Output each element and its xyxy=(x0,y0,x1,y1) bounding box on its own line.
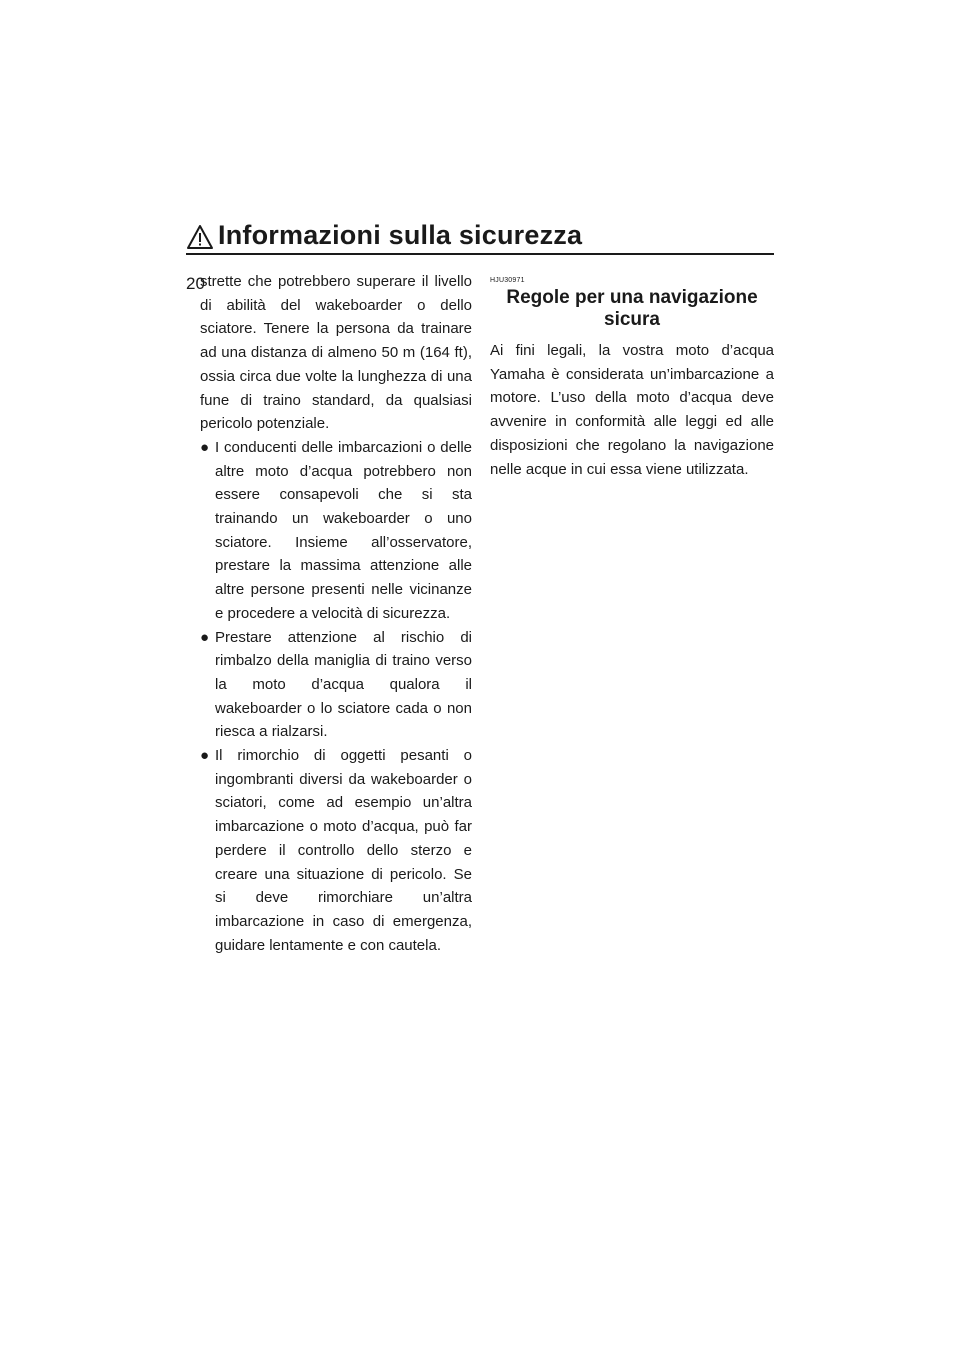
bullet-text: Il rimorchio di oggetti pesanti o ingombranti diversi da wakeboarder o sciatori, come ad esempio un’altra imbarcazione o moto d’acqua, può far perdere il controllo dello sterzo e creare una situazione di pericolo. Se si deve rimorchiare un’altra imbarcazione in caso di emergenza, guidare lentamente e con cautela. xyxy=(215,747,472,954)
bullet-icon: ● xyxy=(200,747,210,765)
section-heading-line: sicura xyxy=(604,309,660,330)
bullet-list xyxy=(200,436,472,957)
header-rule xyxy=(186,253,774,255)
page-number: 20 xyxy=(186,274,205,293)
bullet-text: I conducenti delle imbarcazioni o delle altre moto d’acqua potrebbero non essere consapevoli che si sta trainando un wakeboarder o uno sciatore. Insieme all’osservatore, prestare la massima attenzione alle altre persone presenti nelle vicinanze e procedere a velocità di sicurezza. xyxy=(215,438,472,622)
bullet-text: Prestare attenzione al rischio di rimbalzo della maniglia di traino verso la moto d’acqua qualora il wakeboarder o lo sciatore cada o non riesca a rialzarsi. xyxy=(215,628,472,741)
page-title: Informazioni sulla sicurezza xyxy=(218,220,583,250)
right-column xyxy=(490,270,774,481)
section-code: HJU30971 xyxy=(490,277,525,284)
bullet-icon: ● xyxy=(200,438,210,456)
bullet-item xyxy=(200,436,472,626)
warning-triangle-icon xyxy=(186,224,214,250)
bullet-item xyxy=(200,744,472,957)
continuation-paragraph: strette che potrebbero superare il livello di abilità del wakeboarder o dello sciatore. Tenere la persona da trainare ad una distanza di almeno 50 m (164 ft), ossia circa due volte la lunghezza di una fune di traino standard, da qualsiasi pericolo potenziale. xyxy=(200,273,472,433)
section-paragraph: Ai fini legali, la vostra moto d’acqua Yamaha è considerata un’imbarcazione a motore. L’uso della moto d’acqua deve avvenire in conformità alle leggi ed alle disposizioni che regolano la navigazione nelle acque in cui essa viene utilizzata. xyxy=(490,342,774,478)
bullet-item xyxy=(200,626,472,745)
section-heading xyxy=(490,287,774,331)
left-column xyxy=(200,270,472,957)
page-header xyxy=(186,220,774,258)
bullet-icon: ● xyxy=(200,628,210,646)
section-heading-line: Regole per una navigazione xyxy=(506,287,758,308)
